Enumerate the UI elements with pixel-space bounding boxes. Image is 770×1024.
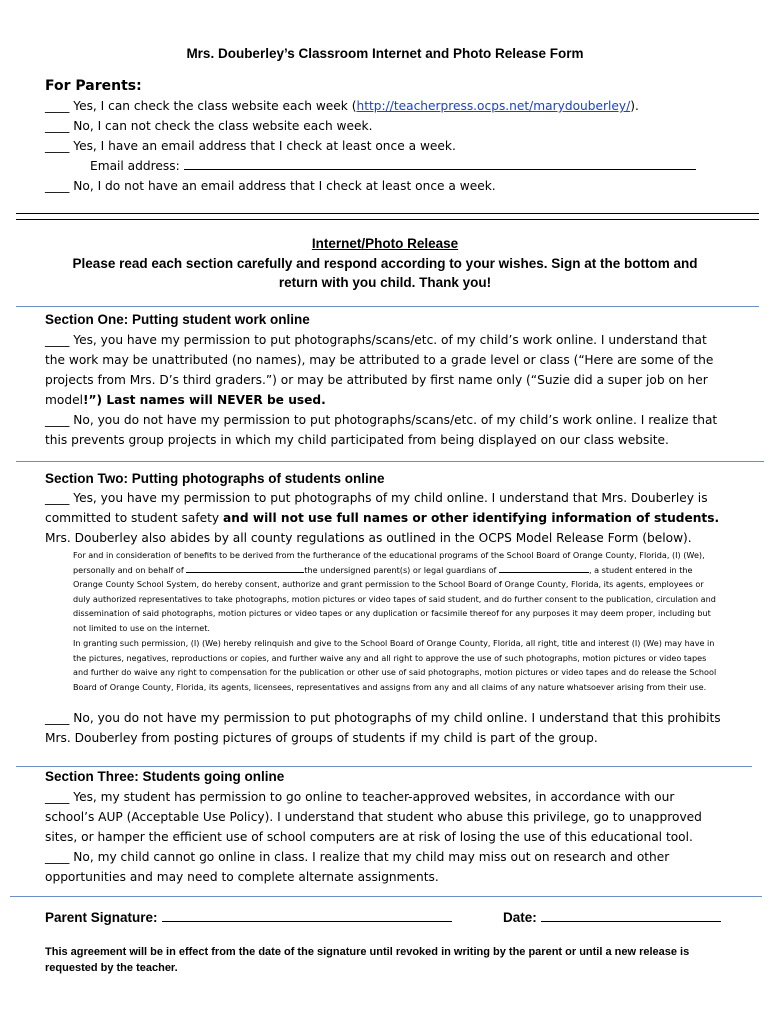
legal-text: For and in consideration of benefits to be derived from the furtherance of the educational programs of the School Board of Orange County, Florida, (I) (We), personally and on behalf of [73, 550, 705, 575]
email-address-field[interactable] [184, 157, 696, 170]
form-title: Mrs. Douberley’s Classroom Internet and Photo Release Form [186, 46, 584, 61]
parent-signature-field[interactable] [162, 908, 452, 922]
parent-option-email-no: ____ No, I do not have an email address that I check at least once a week. [45, 179, 496, 193]
option-text: ____ Yes, I can check the class website each week ( [45, 99, 357, 113]
parent-option-website-yes [45, 96, 639, 116]
legal-text: , a student entered in the Orange County School System, do hereby consent, authorize and grant permission to the School Board of Orange County, Florida, its agents, employees or duly authorized representatives to take photographs, motion pictures or video tapes of said student, and do further consent to the publication, circulation and dissemination of said photographs, motion pictures or video tapes or any duplication or facsimile thereof for any purposes it may deem proper, including but not limited to use on the internet. [73, 564, 716, 633]
parent-signature-label: Parent Signature: [45, 910, 158, 925]
email-address-label: Email address: [90, 159, 180, 173]
parent-name-blank[interactable] [186, 563, 304, 573]
parent-signature-row [45, 908, 452, 927]
divider [16, 766, 752, 767]
section-two-yes-option [45, 488, 725, 528]
parent-option-website-no: ____ No, I can not check the class website each week. [45, 119, 373, 133]
legal-text: the undersigned parent(s) or legal guardians of [304, 564, 499, 575]
option-text-suffix: ). [630, 99, 639, 113]
section-three-heading: Section Three: Students going online [45, 769, 285, 784]
parent-option-email-yes: ____ Yes, I have an email address that I check at least once a week. [45, 139, 456, 153]
date-field[interactable] [541, 908, 721, 922]
divider [16, 213, 759, 214]
date-label: Date: [503, 910, 537, 925]
option-text-bold: !”) Last names will NEVER be used. [82, 393, 326, 407]
section-two-no-option: ____ No, you do not have my permission to put photographs of my child online. I understand that this prohibits Mrs. Douberley from posting pictures of groups of students if my child is part of the group. [45, 711, 721, 745]
divider [16, 461, 764, 462]
release-instructions-line-2: return with you child. Thank you! [278, 275, 492, 290]
option-text: ____ Yes, you have my permission to put photographs/scans/etc. of my child’s work online. I understand that the work may be unattributed (no names), may be attributed to a grade level or class (“Here are some of the projects from Mrs. D’s third graders.”) or may be attributed by first name only (“Suzie did a super job on her model [45, 333, 714, 407]
divider [16, 306, 759, 307]
for-parents-heading: For Parents: [45, 78, 142, 94]
section-one-no-option: ____ No, you do not have my permission to put photographs/scans/etc. of my child’s work online. I realize that this prevents group projects in which my child participated from being displayed on our class website. [45, 413, 718, 447]
section-one-heading: Section One: Putting student work online [45, 312, 310, 327]
divider [10, 896, 762, 897]
option-text: ____ Yes, you have my permission to put photographs of my child online. I understand that Mrs. Douberley is committed to student safety [45, 491, 708, 525]
ocps-regulation-note: Mrs. Douberley also abides by all county regulations as outlined in the OCPS Model Release Form (below). [45, 531, 692, 545]
option-text-bold: and will not use full names or other identifying information of students. [223, 511, 720, 525]
section-three-no-option: ____ No, my child cannot go online in class. I realize that my child may miss out on research and other opportunities and may need to complete alternate assignments. [45, 850, 670, 884]
section-one-yes-option [45, 330, 725, 410]
section-three-yes-option: ____ Yes, my student has permission to go online to teacher-approved websites, in accordance with our school’s AUP (Acceptable Use Policy). I understand that student who abuse this privilege, go to unapproved sites, or hamper the efficient use of school computers are at risk of losing the use of this educational tool. [45, 790, 702, 844]
divider [16, 219, 759, 220]
student-name-blank[interactable] [499, 563, 589, 573]
date-row [503, 908, 721, 927]
model-release-paragraph-2: In granting such permission, (I) (We) hereby relinquish and give to the School Board of Orange County, Florida, all right, title and interest (I) (We) may have in the pictures, negatives, reproductions or copies, and further waive any and all right to approve the use of such photographs, motion pictures or video tapes and further do waive any right to compensation for the publication or other use of said photographs, motion pictures or video tapes and do release the School Board of Orange County, Florida, its agents, licensees, representatives and assigns from any and all claims of any nature whatsoever arising from their use. [73, 638, 717, 692]
model-release-paragraph-1 [73, 548, 723, 636]
release-heading: Internet/Photo Release [311, 236, 459, 251]
class-website-link[interactable]: http://teacherpress.ocps.net/marydouberley/ [356, 99, 631, 113]
release-instructions-line-1: Please read each section carefully and respond according to your wishes. Sign at the bottom and [72, 256, 698, 271]
email-address-row [90, 156, 696, 176]
section-two-heading: Section Two: Putting photographs of students online [45, 471, 385, 486]
agreement-footer: This agreement will be in effect from the date of the signature until revoked in writing by the parent or until a new release is requested by the teacher. [45, 946, 690, 974]
